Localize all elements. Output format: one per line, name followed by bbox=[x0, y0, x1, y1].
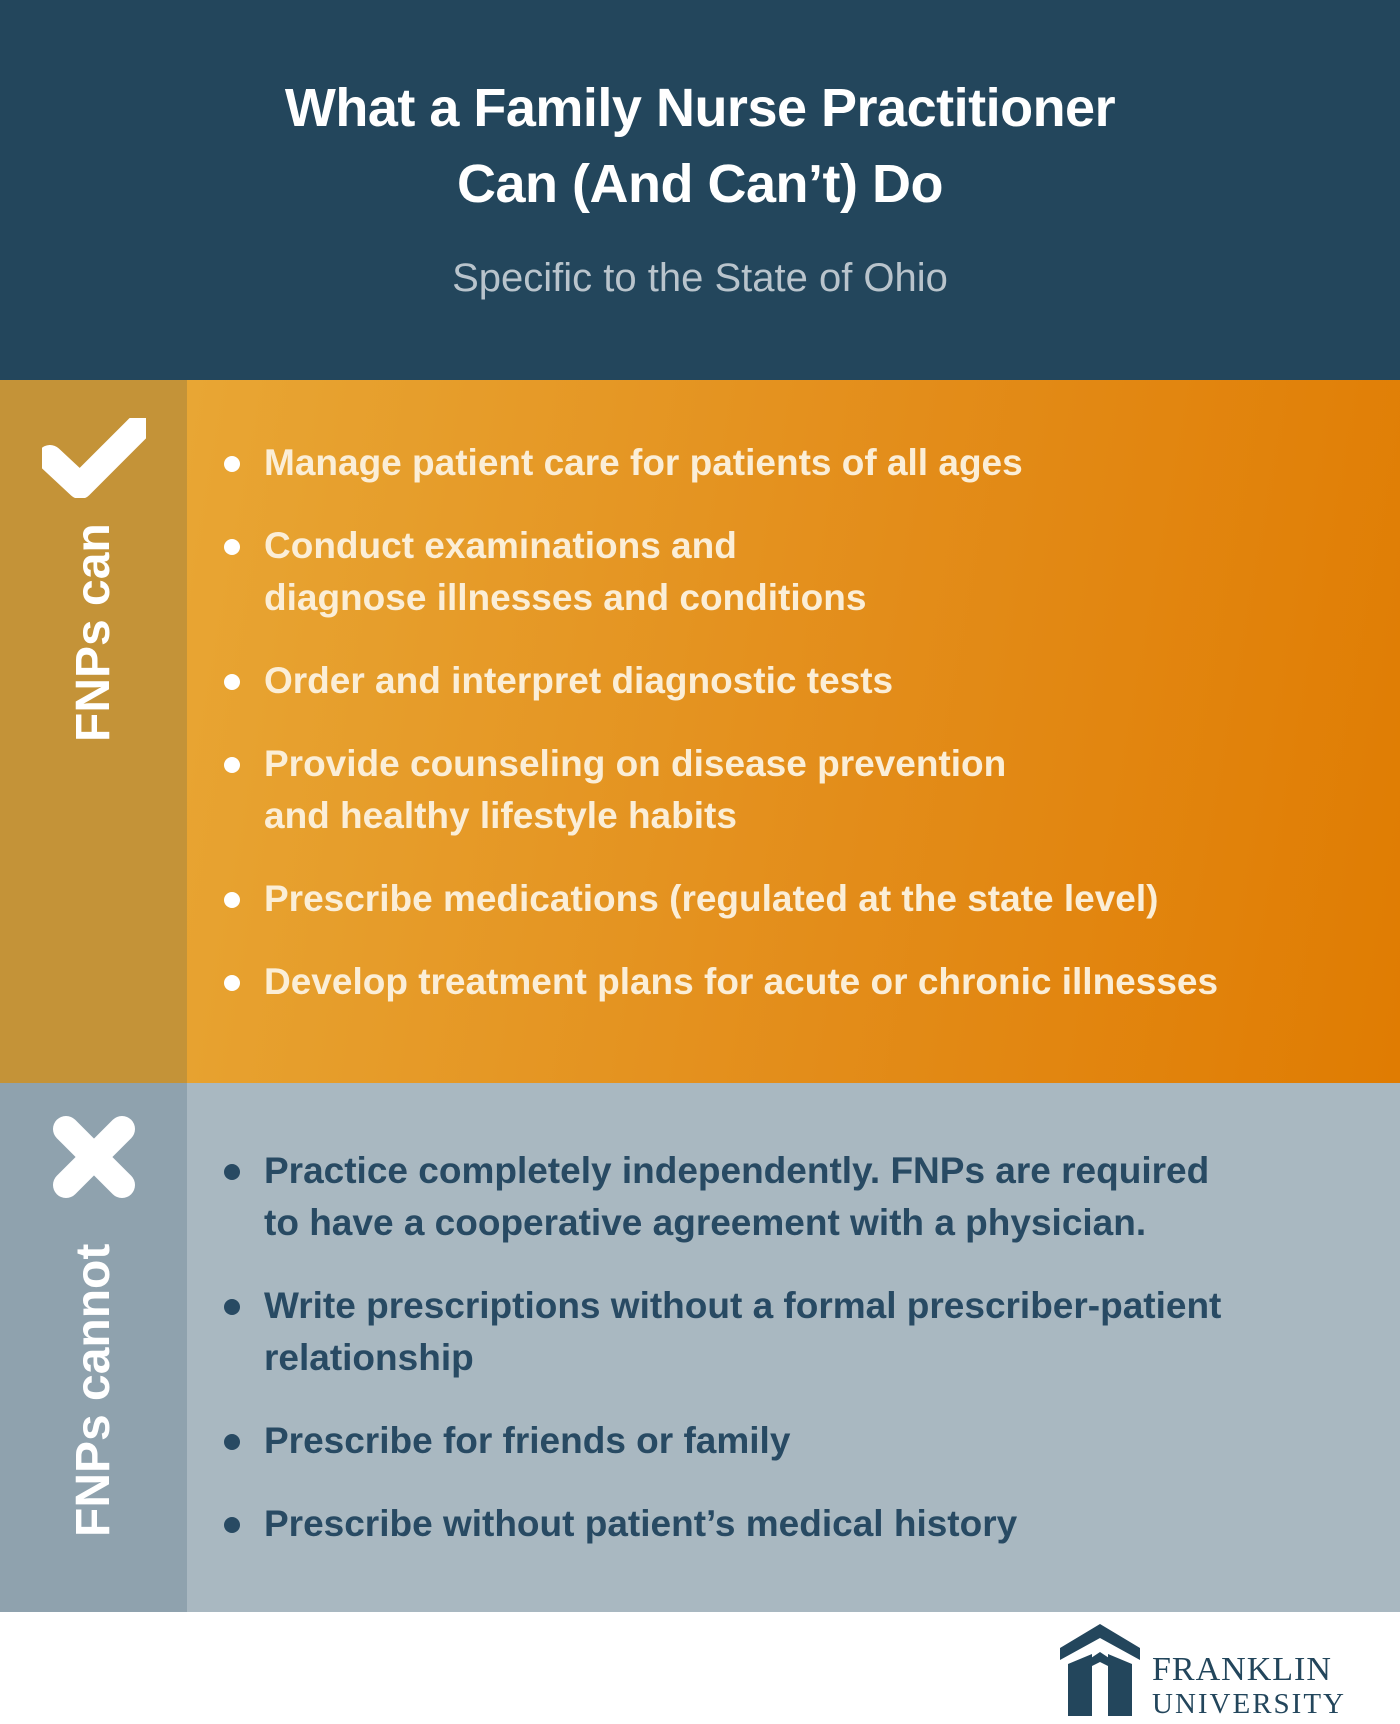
item-text: Prescribe medications (regulated at the state level) bbox=[264, 878, 1159, 919]
page-subtitle: Specific to the State of Ohio bbox=[452, 256, 948, 300]
list-item bbox=[187, 1498, 1387, 1550]
title-line: Can (And Can’t) Do bbox=[457, 154, 943, 214]
header-banner bbox=[0, 0, 1400, 380]
item-text: Practice completely independently. FNPs are required bbox=[264, 1150, 1210, 1191]
item-text: Prescribe for friends or family bbox=[264, 1420, 791, 1461]
can-list bbox=[187, 437, 1387, 1039]
item-text: Prescribe without patient’s medical history bbox=[264, 1503, 1018, 1544]
item-text: Manage patient care for patients of all ages bbox=[264, 442, 1023, 483]
bullet-icon bbox=[224, 892, 240, 908]
cannot-list bbox=[187, 1145, 1387, 1581]
item-text: Provide counseling on disease prevention bbox=[264, 743, 1007, 784]
bullet-icon bbox=[224, 1434, 240, 1450]
list-item bbox=[187, 1280, 1387, 1384]
cannot-sidebar bbox=[0, 1083, 187, 1612]
franklin-university-arch-icon bbox=[1058, 1620, 1142, 1718]
item-text: Conduct examinations and bbox=[264, 525, 737, 566]
can-sidebar bbox=[0, 380, 187, 1083]
logo-text-university: UNIVERSITY bbox=[1152, 1688, 1346, 1720]
list-item bbox=[187, 655, 1387, 707]
cannot-label: FNPs cannot bbox=[67, 1243, 120, 1537]
bullet-icon bbox=[224, 757, 240, 773]
list-item bbox=[187, 956, 1387, 1008]
item-text: relationship bbox=[264, 1337, 474, 1378]
list-item bbox=[187, 873, 1387, 925]
item-text: Write prescriptions without a formal prescriber-patient bbox=[264, 1285, 1222, 1326]
bullet-icon bbox=[224, 975, 240, 991]
page-title bbox=[0, 70, 1400, 222]
logo-text-franklin: FRANKLIN bbox=[1152, 1651, 1332, 1688]
bullet-icon bbox=[224, 539, 240, 555]
bullet-icon bbox=[224, 674, 240, 690]
checkmark-icon bbox=[42, 418, 146, 498]
can-section bbox=[0, 380, 1400, 1083]
list-item bbox=[187, 1415, 1387, 1467]
list-item bbox=[187, 437, 1387, 489]
cannot-content bbox=[187, 1083, 1400, 1612]
bullet-icon bbox=[224, 1164, 240, 1180]
list-item bbox=[187, 1145, 1387, 1249]
list-item bbox=[187, 738, 1387, 842]
can-content bbox=[187, 380, 1400, 1083]
list-item bbox=[187, 520, 1387, 624]
can-label: FNPs can bbox=[67, 523, 120, 742]
bullet-icon bbox=[224, 1299, 240, 1315]
item-text: Order and interpret diagnostic tests bbox=[264, 660, 894, 701]
bullet-icon bbox=[224, 1517, 240, 1533]
item-text: Develop treatment plans for acute or chronic illnesses bbox=[264, 961, 1219, 1002]
footer bbox=[0, 1612, 1400, 1724]
x-cross-icon bbox=[52, 1115, 136, 1199]
item-text: diagnose illnesses and conditions bbox=[264, 577, 867, 618]
item-text: and healthy lifestyle habits bbox=[264, 795, 737, 836]
bullet-icon bbox=[224, 456, 240, 472]
title-line: What a Family Nurse Practitioner bbox=[284, 78, 1116, 138]
cannot-section bbox=[0, 1083, 1400, 1612]
item-text: to have a cooperative agreement with a physician. bbox=[264, 1202, 1147, 1243]
